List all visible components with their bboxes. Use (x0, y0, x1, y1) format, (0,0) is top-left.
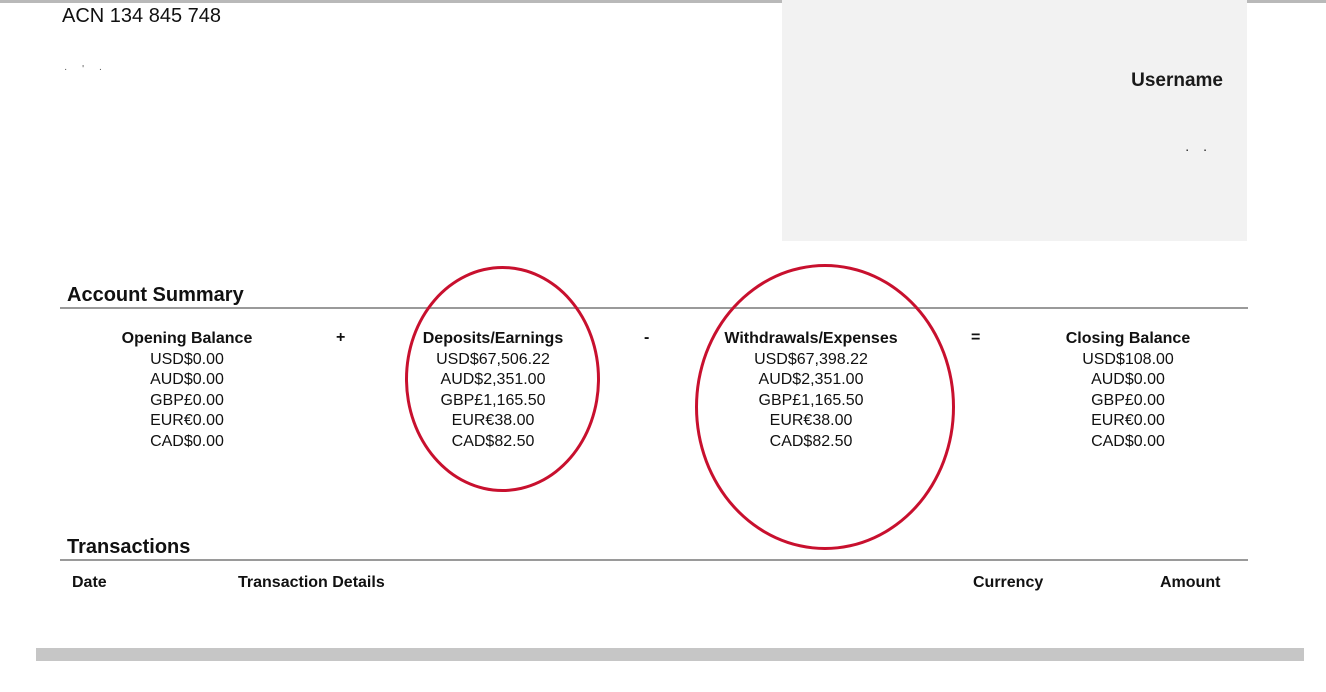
withdrawals-aud: AUD$2,351.00 (758, 371, 864, 389)
closing-gbp: GBP£0.00 (1091, 391, 1165, 409)
withdrawals-heading: Withdrawals/Expenses (724, 330, 898, 347)
account-summary-divider (60, 307, 1248, 309)
withdrawals-eur: EUR€38.00 (769, 412, 853, 430)
transactions-title: Transactions (67, 536, 191, 558)
plus-operator: + (336, 329, 346, 346)
opening-balance-column (77, 329, 297, 453)
closing-balance-heading: Closing Balance (1065, 330, 1191, 347)
opening-aud: AUD$0.00 (150, 371, 224, 389)
opening-usd: USD$0.00 (150, 350, 224, 368)
equals-operator: = (971, 329, 981, 346)
date-column-header: Date (72, 574, 107, 591)
deposits-heading: Deposits/Earnings (422, 330, 564, 347)
deposits-aud: AUD$2,351.00 (440, 371, 546, 389)
deposits-gbp: GBP£1,165.50 (440, 391, 546, 409)
deposits-usd: USD$67,506.22 (436, 350, 550, 368)
account-summary-title: Account Summary (67, 284, 244, 306)
opening-cad: CAD$0.00 (150, 432, 224, 450)
closing-usd: USD$108.00 (1082, 350, 1174, 368)
deposits-highlight-circle (405, 266, 600, 492)
acn-number: ACN 134 845 748 (62, 5, 222, 27)
currency-column-header: Currency (973, 574, 1044, 591)
details-column-header: Transaction Details (238, 574, 385, 591)
deposits-eur: EUR€38.00 (451, 412, 535, 430)
opening-eur: EUR€0.00 (150, 412, 224, 430)
withdrawals-usd: USD$67,398.22 (754, 350, 868, 368)
opening-balance-heading: Opening Balance (121, 330, 253, 347)
opening-gbp: GBP£0.00 (150, 391, 224, 409)
withdrawals-highlight-circle (695, 264, 955, 550)
username-label: Username (1131, 70, 1223, 91)
withdrawals-gbp: GBP£1,165.50 (758, 391, 864, 409)
closing-eur: EUR€0.00 (1091, 412, 1165, 430)
faint-marks: · ' · (64, 64, 109, 75)
faint-marks: .. (1185, 138, 1221, 154)
closing-aud: AUD$0.00 (1091, 371, 1165, 389)
horizontal-scrollbar[interactable] (36, 648, 1304, 661)
closing-cad: CAD$0.00 (1091, 432, 1165, 450)
withdrawals-cad: CAD$82.50 (769, 432, 853, 450)
amount-column-header: Amount (1160, 574, 1221, 591)
user-info-box (782, 0, 1247, 241)
closing-balance-column (1018, 329, 1238, 453)
deposits-cad: CAD$82.50 (451, 432, 535, 450)
transactions-divider (60, 559, 1248, 561)
minus-operator: - (644, 329, 650, 346)
